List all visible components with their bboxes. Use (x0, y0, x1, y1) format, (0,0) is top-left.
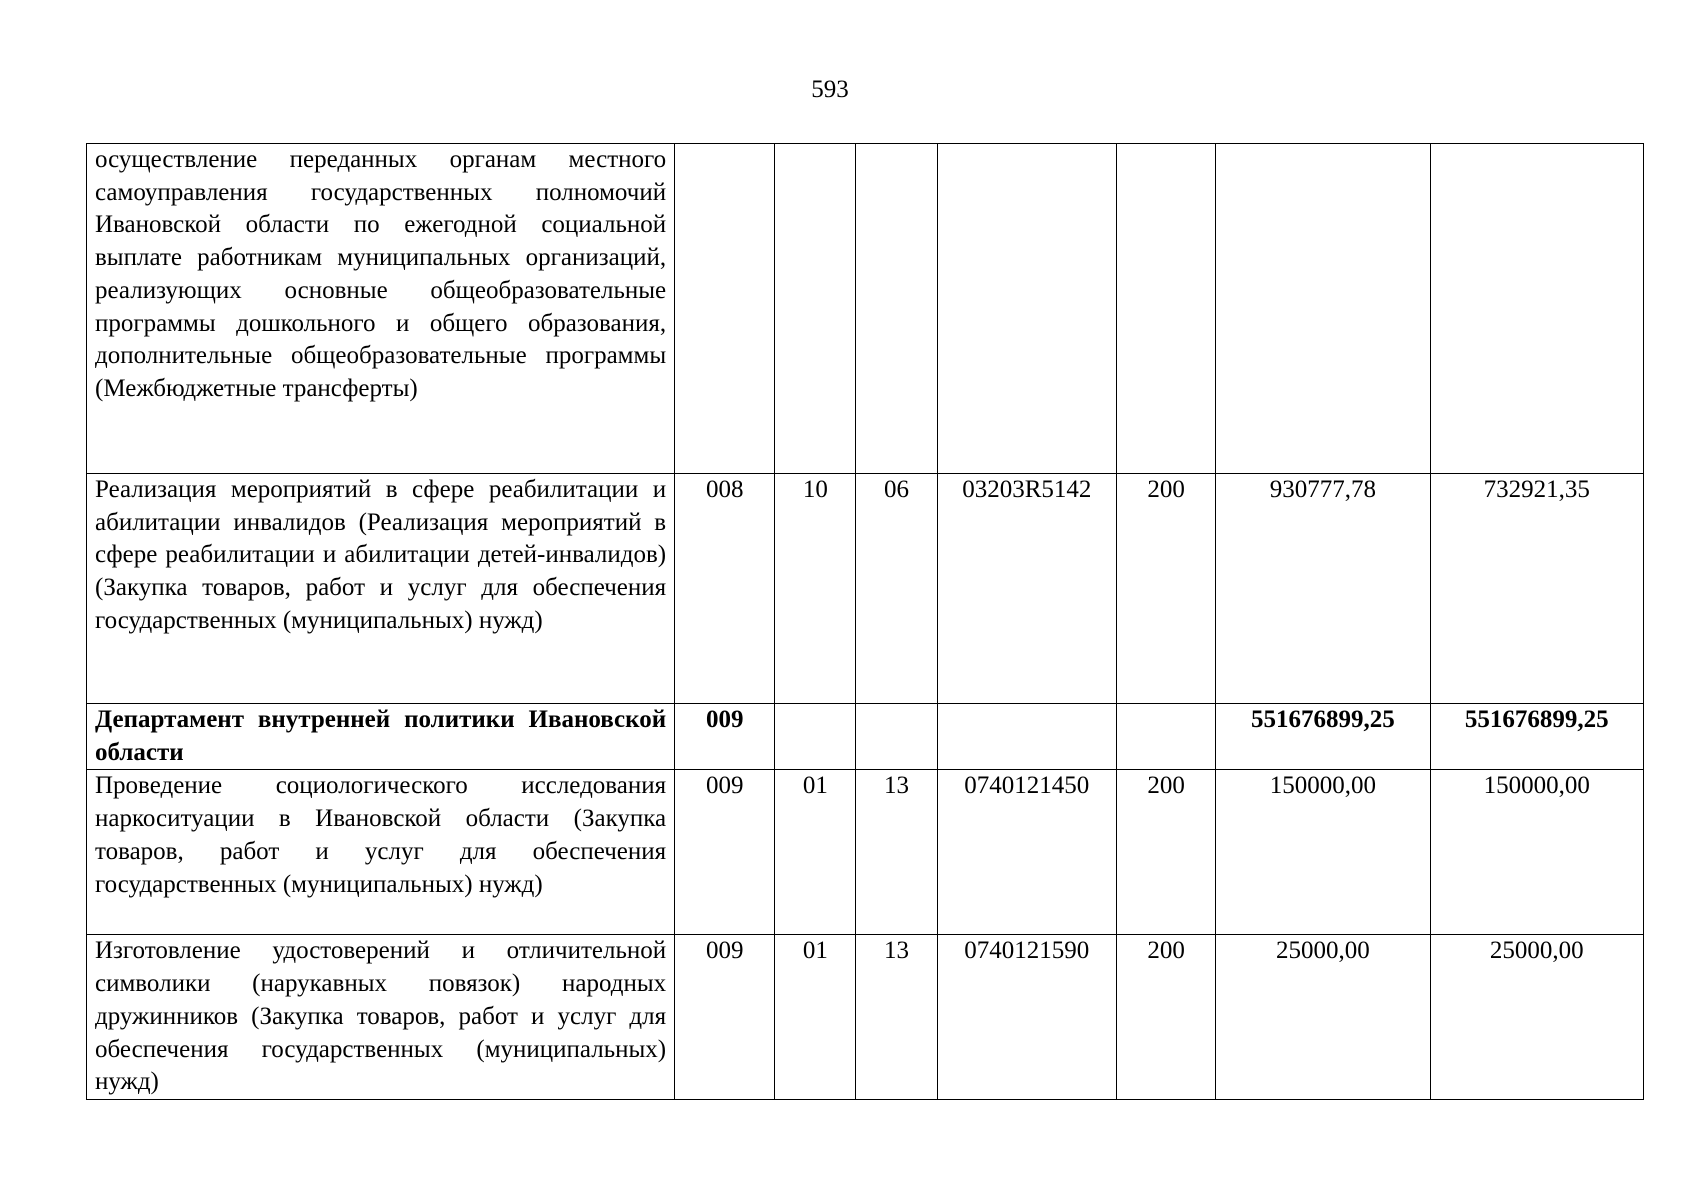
expense-type-code: 200 (1116, 935, 1215, 1100)
amount-year-1: 150000,00 (1216, 770, 1430, 935)
section-code: 10 (775, 474, 856, 704)
expense-type-code: 200 (1116, 474, 1215, 704)
page-number: 593 (811, 76, 849, 103)
target-article-code: 0740121450 (937, 770, 1116, 935)
subsection-code: 06 (856, 474, 937, 704)
expense-type-code (1116, 704, 1215, 770)
target-article-code (937, 704, 1116, 770)
subsection-code: 13 (856, 935, 937, 1100)
ministry-code: 009 (675, 935, 775, 1100)
amount-year-1: 551676899,25 (1216, 704, 1430, 770)
table-row (87, 770, 1644, 935)
expense-type-code: 200 (1116, 770, 1215, 935)
table-row (87, 935, 1644, 1100)
amount-year-2: 150000,00 (1430, 770, 1643, 935)
section-code: 01 (775, 770, 856, 935)
section-code (775, 144, 856, 474)
row-description: Проведение социологического исследования наркоситуации в Ивановской области (Закупка товаров, работ и услуг для обеспечения государственных (муниципальных) нужд) (87, 770, 675, 935)
subsection-code (856, 704, 937, 770)
budget-table (86, 143, 1644, 1100)
amount-year-2: 25000,00 (1430, 935, 1643, 1100)
subsection-code (856, 144, 937, 474)
amount-year-2: 732921,35 (1430, 474, 1643, 704)
amount-year-1: 930777,78 (1216, 474, 1430, 704)
target-article-code: 03203R5142 (937, 474, 1116, 704)
row-description: осуществление переданных органам местного самоуправления государственных полномочий Ивановской области по ежегодной социальной выплате работникам муниципальных организаций, реализующих основные общеобразовательные программы дошкольного и общего образования, дополнительные общеобразовательные программы (Межбюджетные трансферты) (87, 144, 675, 474)
ministry-code: 009 (675, 704, 775, 770)
table-row (87, 704, 1644, 770)
expense-type-code (1116, 144, 1215, 474)
ministry-code (675, 144, 775, 474)
row-description: Департамент внутренней политики Ивановской области (87, 704, 675, 770)
row-description: Изготовление удостоверений и отличительной символики (нарукавных повязок) народных дружинников (Закупка товаров, работ и услуг для обеспечения государственных (муниципальных) нужд) (87, 935, 675, 1100)
table-row (87, 144, 1644, 474)
amount-year-1: 25000,00 (1216, 935, 1430, 1100)
target-article-code (937, 144, 1116, 474)
table-row (87, 474, 1644, 704)
ministry-code: 008 (675, 474, 775, 704)
section-code: 01 (775, 935, 856, 1100)
row-description: Реализация мероприятий в сфере реабилитации и абилитации инвалидов (Реализация мероприятий в сфере реабилитации и абилитации детей-инвалидов) (Закупка товаров, работ и услуг для обеспечения государственных (муниципальных) нужд) (87, 474, 675, 704)
amount-year-2 (1430, 144, 1643, 474)
section-code (775, 704, 856, 770)
amount-year-1 (1216, 144, 1430, 474)
subsection-code: 13 (856, 770, 937, 935)
amount-year-2: 551676899,25 (1430, 704, 1643, 770)
ministry-code: 009 (675, 770, 775, 935)
target-article-code: 0740121590 (937, 935, 1116, 1100)
